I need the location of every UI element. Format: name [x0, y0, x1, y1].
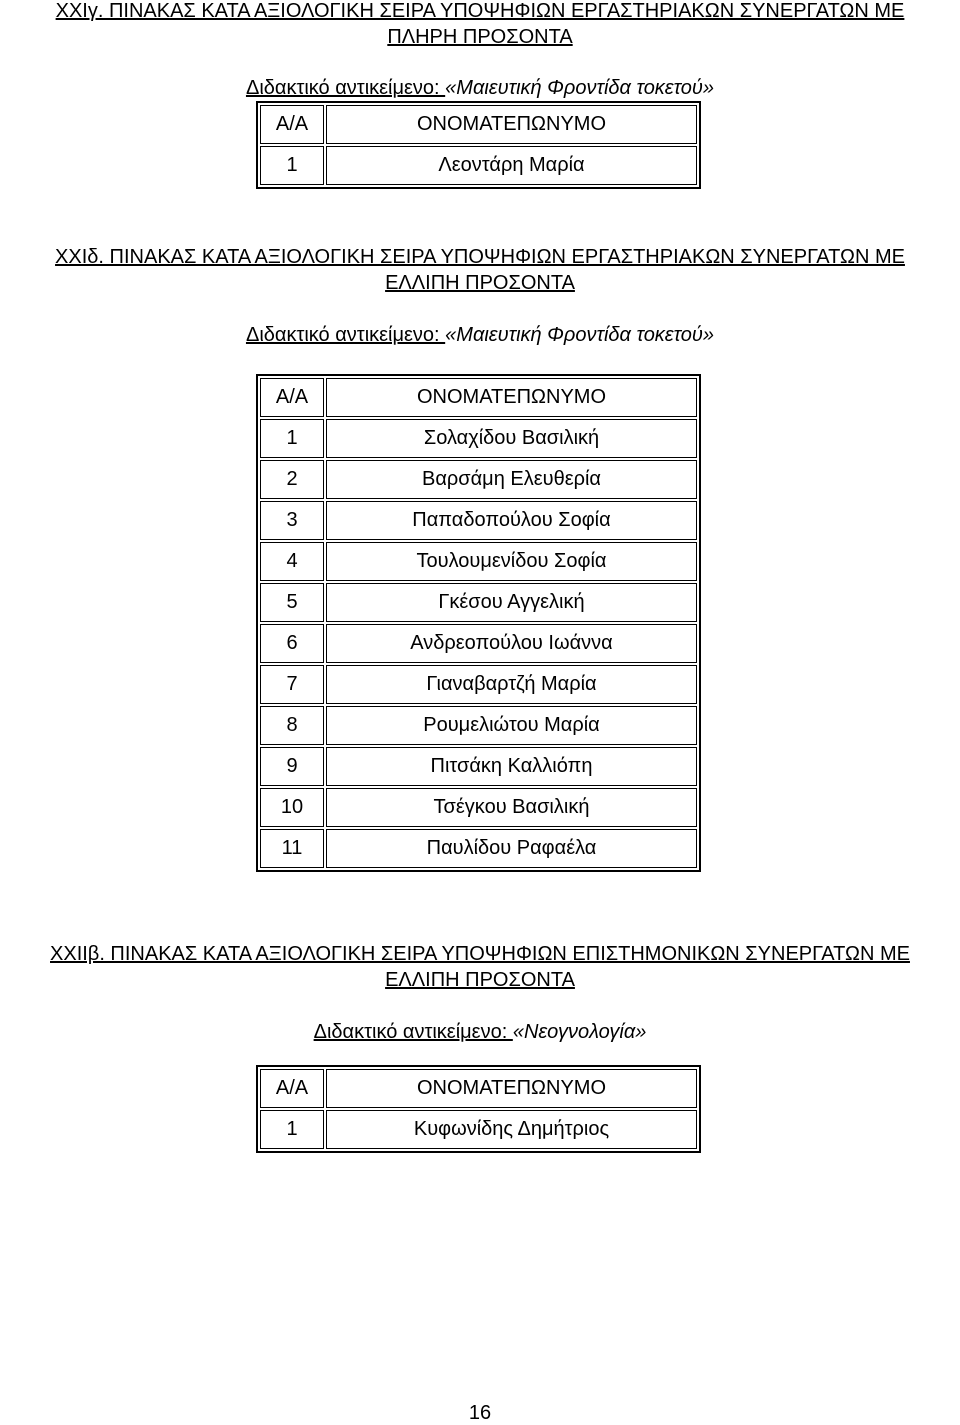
row-name: Κυφωνίδης Δημήτριος: [326, 1110, 697, 1149]
subject-line: [0, 76, 960, 100]
subject-value: «Μαιευτική Φροντίδα τοκετού»: [445, 324, 715, 346]
row-name: Τουλουμενίδου Σοφία: [326, 542, 697, 581]
table-row: [260, 460, 697, 499]
table-row: [260, 501, 697, 540]
heading-line-1: XXIγ. ΠΙΝΑΚΑΣ ΚΑΤΑ ΑΞΙΟΛΟΓΙΚΗ ΣΕΙΡΑ ΥΠΟΨΗΦΙΩΝ ΕΡΓΑΣΤΗΡΙΑΚΩΝ ΣΥΝΕΡΓΑΤΩΝ ΜΕ: [55, 0, 905, 22]
subject-label: Διδακτικό αντικείμενο:: [313, 1021, 513, 1043]
section-heading: [0, 244, 960, 296]
column-header-aa: Α/Α: [260, 105, 324, 144]
heading-line-1: XXIIβ. ΠΙΝΑΚΑΣ ΚΑΤΑ ΑΞΙΟΛΟΓΙΚΗ ΣΕΙΡΑ ΥΠΟΨΗΦΙΩΝ ΕΠΙΣΤΗΜΟΝΙΚΩΝ ΣΥΝΕΡΓΑΤΩΝ ΜΕ: [50, 943, 910, 965]
subject-label: Διδακτικό αντικείμενο:: [245, 324, 446, 346]
table-row: [260, 146, 697, 185]
table-row: [260, 583, 697, 622]
table-row: [260, 788, 697, 827]
row-aa: 7: [260, 665, 324, 704]
section-heading: [0, 941, 960, 993]
row-aa: 1: [260, 1110, 324, 1149]
row-name: Παυλίδου Ραφαέλα: [326, 829, 697, 868]
row-name: Λεοντάρη Μαρία: [326, 146, 697, 185]
column-header-aa: Α/Α: [260, 378, 324, 417]
candidates-table: [256, 1065, 701, 1153]
candidates-table: [256, 101, 701, 189]
row-aa: 9: [260, 747, 324, 786]
table-row: [260, 747, 697, 786]
candidates-table: [256, 374, 701, 872]
row-aa: 1: [260, 419, 324, 458]
table-row: [260, 665, 697, 704]
table-header-row: [260, 105, 697, 144]
table-row: [260, 624, 697, 663]
page-number: 16: [468, 1402, 492, 1424]
row-name: Παπαδοπούλου Σοφία: [326, 501, 697, 540]
row-name: Τσέγκου Βασιλική: [326, 788, 697, 827]
row-aa: 8: [260, 706, 324, 745]
column-header-name: ΟΝΟΜΑΤΕΠΩΝΥΜΟ: [326, 378, 697, 417]
table-row: [260, 542, 697, 581]
table-header-row: [260, 1069, 697, 1108]
row-aa: 5: [260, 583, 324, 622]
table-row: [260, 419, 697, 458]
subject-value: «Μαιευτική Φροντίδα τοκετού»: [445, 77, 715, 99]
row-aa: 3: [260, 501, 324, 540]
subject-line: [0, 1020, 960, 1044]
row-name: Γκέσου Αγγελική: [326, 583, 697, 622]
subject-value: «Νεογνολογία»: [512, 1021, 647, 1043]
table-header-row: [260, 378, 697, 417]
column-header-name: ΟΝΟΜΑΤΕΠΩΝΥΜΟ: [326, 1069, 697, 1108]
subject-label: Διδακτικό αντικείμενο:: [245, 77, 446, 99]
heading-line-2: ΕΛΛΙΠΗ ΠΡΟΣΟΝΤΑ: [385, 969, 575, 991]
column-header-name: ΟΝΟΜΑΤΕΠΩΝΥΜΟ: [326, 105, 697, 144]
heading-line-2: ΕΛΛΙΠΗ ΠΡΟΣΟΝΤΑ: [385, 272, 575, 294]
row-name: Ρουμελιώτου Μαρία: [326, 706, 697, 745]
row-name: Πιτσάκη Καλλιόπη: [326, 747, 697, 786]
row-name: Σολαχίδου Βασιλική: [326, 419, 697, 458]
row-name: Ανδρεοπούλου Ιωάννα: [326, 624, 697, 663]
row-aa: 1: [260, 146, 324, 185]
column-header-aa: Α/Α: [260, 1069, 324, 1108]
row-aa: 6: [260, 624, 324, 663]
row-aa: 2: [260, 460, 324, 499]
table-row: [260, 829, 697, 868]
subject-line: [0, 323, 960, 347]
row-aa: 4: [260, 542, 324, 581]
table-row: [260, 706, 697, 745]
heading-line-2: ΠΛΗΡΗ ΠΡΟΣΟΝΤΑ: [387, 26, 573, 48]
heading-line-1: XXIδ. ΠΙΝΑΚΑΣ ΚΑΤΑ ΑΞΙΟΛΟΓΙΚΗ ΣΕΙΡΑ ΥΠΟΨΗΦΙΩΝ ΕΡΓΑΣΤΗΡΙΑΚΩΝ ΣΥΝΕΡΓΑΤΩΝ ΜΕ: [55, 246, 905, 268]
row-aa: 11: [260, 829, 324, 868]
row-name: Βαρσάμη Ελευθερία: [326, 460, 697, 499]
table-row: [260, 1110, 697, 1149]
section-heading: [0, 0, 960, 50]
row-aa: 10: [260, 788, 324, 827]
row-name: Γιαναβαρτζή Μαρία: [326, 665, 697, 704]
